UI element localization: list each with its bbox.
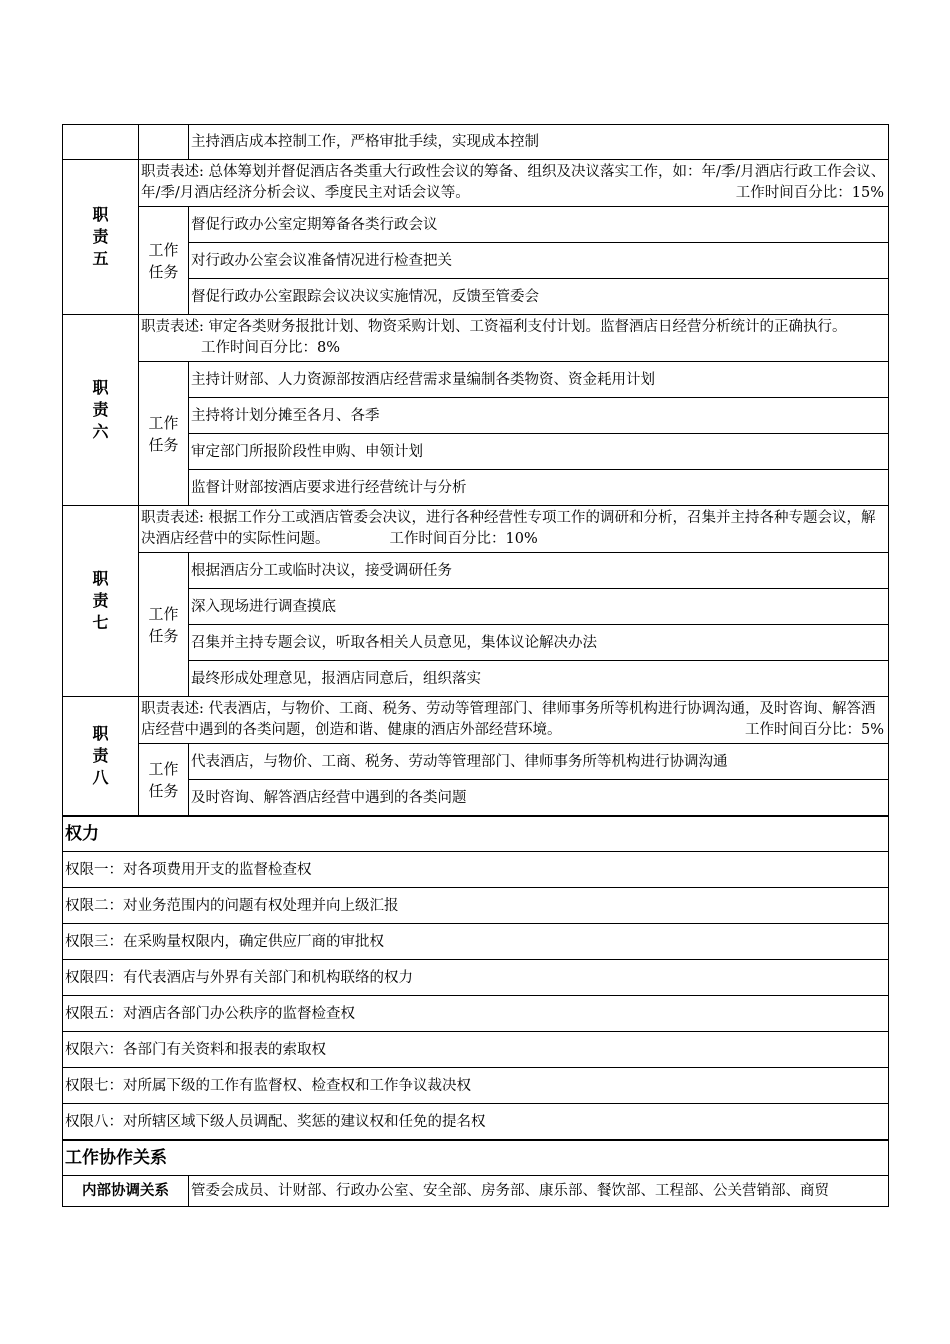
responsibility-description: 职责表述: 审定各类财务报批计划、物资采购计划、工资福利支付计划。监督酒店日经营分析统计的正确执行。工作时间百分比：8% <box>139 315 889 362</box>
table-row <box>63 125 889 160</box>
task-cell: 根据酒店分工或临时决议，接受调研任务 <box>189 553 889 589</box>
task-cell: 召集并主持专题会议，听取各相关人员意见，集体议论解决办法 <box>189 625 889 661</box>
table-row <box>63 888 889 924</box>
responsibility-description: 职责表述: 总体筹划并督促酒店各类重大行政性会议的筹备、组织及决议落实工作，如：年/季/月酒店行政工作会议、年/季/月酒店经济分析会议、季度民主对话会议等。 工作时间百分比：15% <box>139 160 889 207</box>
task-cell: 监督计财部按酒店要求进行经营统计与分析 <box>189 470 889 506</box>
task-cell: 督促行政办公室跟踪会议决议实施情况，反馈至管委会 <box>189 279 889 315</box>
task-cell: 审定部门所报阶段性申购、申领计划 <box>189 434 889 470</box>
table-row <box>63 506 889 553</box>
time-percentage: 工作时间百分比：15% <box>735 185 884 201</box>
responsibility-table <box>62 124 889 1207</box>
internal-coop-label: 内部协调关系 <box>63 1176 189 1207</box>
coop-section-title: 工作协作关系 <box>63 1140 889 1176</box>
task-label: 工作 任务 <box>139 744 189 817</box>
table-row <box>63 315 889 362</box>
responsibility-description: 职责表述: 根据工作分工或酒店管委会决议，进行各种经营性专项工作的调研和分析，召集并主持各种专题会议，解决酒店经营中的实际性问题。 工作时间百分比：10% <box>139 506 889 553</box>
table-row <box>63 996 889 1032</box>
time-percentage: 工作时间百分比：8% <box>201 340 341 356</box>
table-row <box>63 1068 889 1104</box>
responsibility-description: 职责表述: 代表酒店，与物价、工商、税务、劳动等管理部门、律师事务所等机构进行协调沟通，及时咨询、解答酒店经营中遇到的各类问题，创造和谐、健康的酒店外部经营环境。 工作时间百分比：5% <box>139 697 889 744</box>
responsibility-label: 职 责 七 <box>63 506 139 697</box>
authority-item: 权限五：对酒店各部门办公秩序的监督检查权 <box>63 996 889 1032</box>
authority-item: 权限三：在采购量权限内，确定供应厂商的审批权 <box>63 924 889 960</box>
responsibility-label: 职 责 八 <box>63 697 139 817</box>
task-cell: 及时咨询、解答酒店经营中遇到的各类问题 <box>189 780 889 817</box>
table-row <box>63 362 889 398</box>
authority-item: 权限八：对所辖区域下级人员调配、奖惩的建议权和任免的提名权 <box>63 1104 889 1141</box>
internal-coop-value: 管委会成员、计财部、行政办公室、安全部、房务部、康乐部、餐饮部、工程部、公关营销部、商贸 <box>189 1176 889 1207</box>
table-row <box>63 1104 889 1141</box>
task-cell: 主持酒店成本控制工作，严格审批手续，实现成本控制 <box>189 125 889 160</box>
table-row <box>63 207 889 243</box>
table-row <box>63 852 889 888</box>
authority-item: 权限一：对各项费用开支的监督检查权 <box>63 852 889 888</box>
responsibility-label: 职 责 五 <box>63 160 139 315</box>
time-percentage: 工作时间百分比：5% <box>744 722 884 738</box>
task-label: 工作 任务 <box>139 553 189 697</box>
table-row <box>63 1032 889 1068</box>
table-row <box>63 1176 889 1207</box>
time-percentage: 工作时间百分比：10% <box>389 531 538 547</box>
task-cell: 主持将计划分摊至各月、各季 <box>189 398 889 434</box>
authority-item: 权限四：有代表酒店与外界有关部门和机构联络的权力 <box>63 960 889 996</box>
table-row <box>63 553 889 589</box>
authority-item: 权限六：各部门有关资料和报表的索取权 <box>63 1032 889 1068</box>
table-row <box>63 744 889 780</box>
power-section-title: 权力 <box>63 816 889 852</box>
table-row <box>63 160 889 207</box>
table-row <box>63 816 889 852</box>
table-row <box>63 924 889 960</box>
authority-item: 权限七：对所属下级的工作有监督权、检查权和工作争议裁决权 <box>63 1068 889 1104</box>
task-cell: 最终形成处理意见，报酒店同意后，组织落实 <box>189 661 889 697</box>
table-row <box>63 1140 889 1176</box>
table-row <box>63 697 889 744</box>
task-cell: 深入现场进行调查摸底 <box>189 589 889 625</box>
task-cell: 主持计财部、人力资源部按酒店经营需求量编制各类物资、资金耗用计划 <box>189 362 889 398</box>
authority-item: 权限二：对业务范围内的问题有权处理并向上级汇报 <box>63 888 889 924</box>
job-description-sheet <box>62 124 888 1207</box>
empty-cell <box>63 125 139 160</box>
responsibility-label: 职 责 六 <box>63 315 139 506</box>
task-cell: 对行政办公室会议准备情况进行检查把关 <box>189 243 889 279</box>
task-label: 工作 任务 <box>139 362 189 506</box>
task-cell: 代表酒店，与物价、工商、税务、劳动等管理部门、律师事务所等机构进行协调沟通 <box>189 744 889 780</box>
table-row <box>63 960 889 996</box>
task-label: 工作 任务 <box>139 207 189 315</box>
empty-cell <box>139 125 189 160</box>
task-cell: 督促行政办公室定期筹备各类行政会议 <box>189 207 889 243</box>
